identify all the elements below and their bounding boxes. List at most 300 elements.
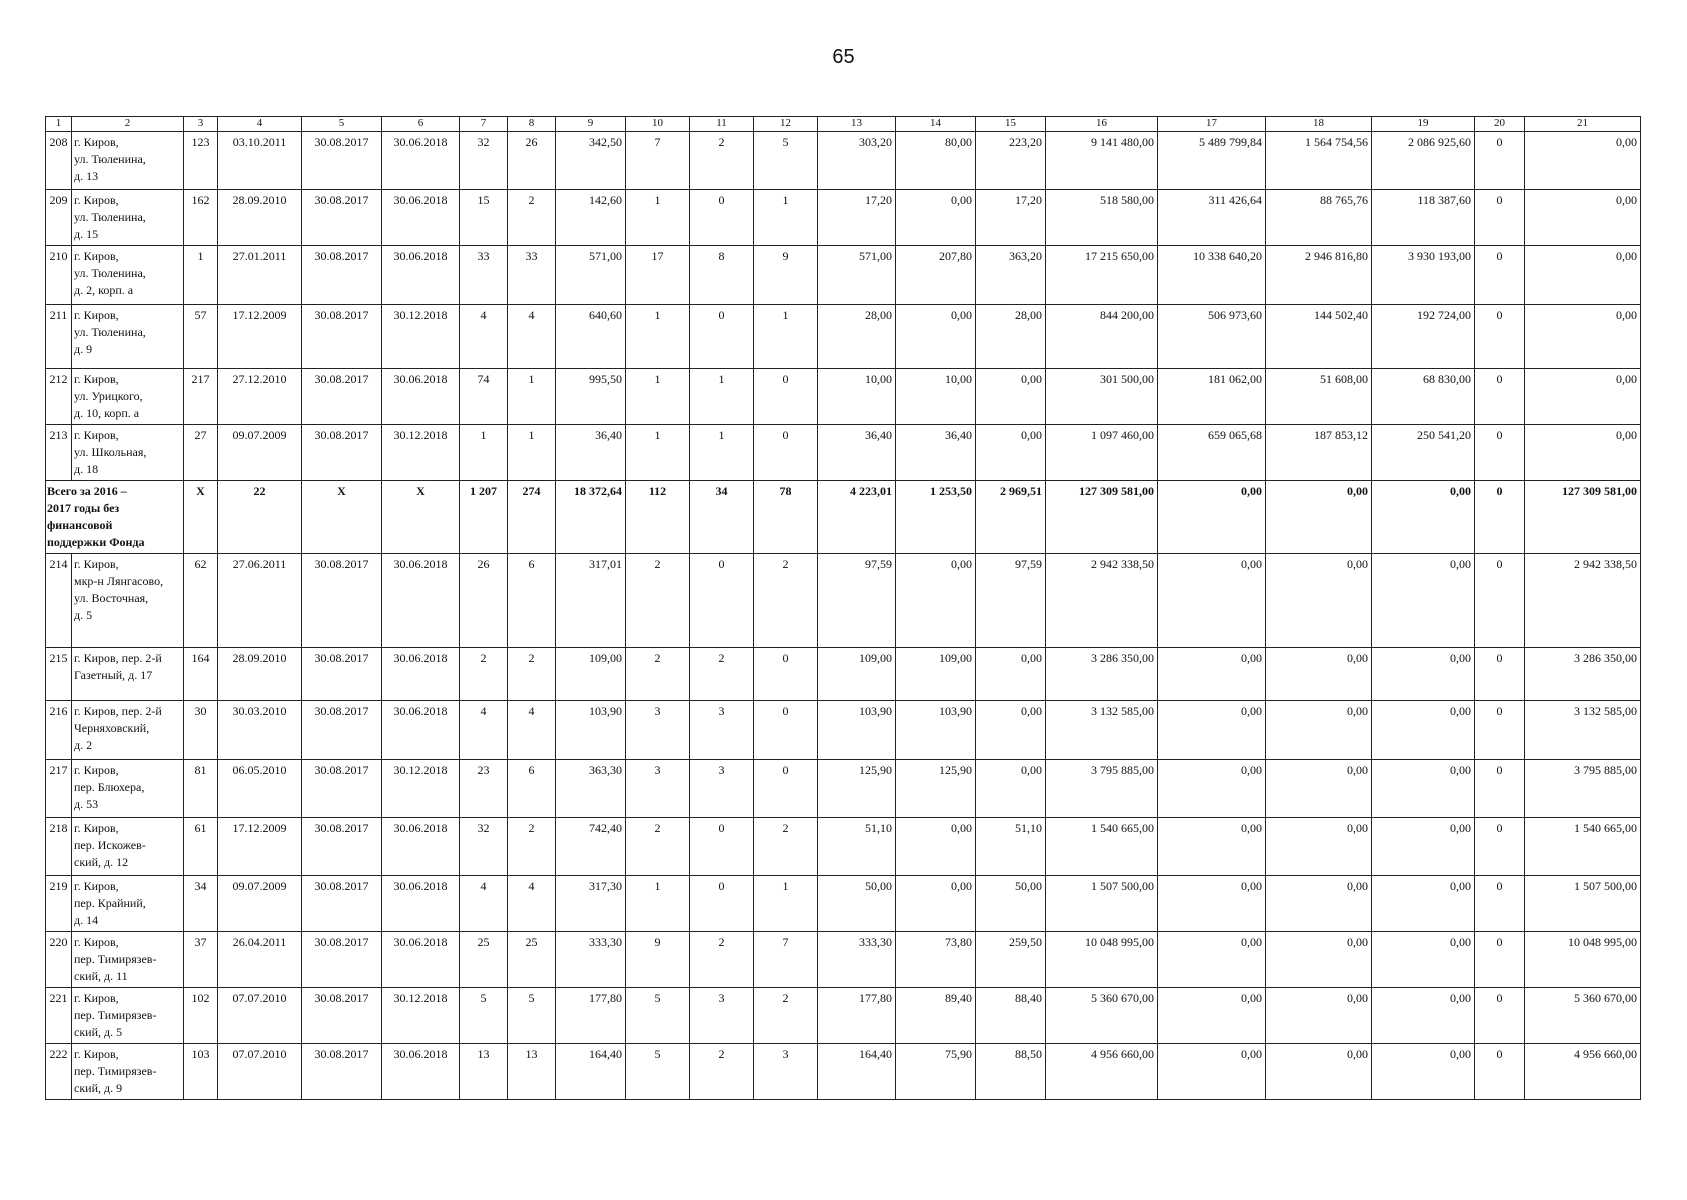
table-cell: 97,59	[976, 554, 1046, 648]
table-cell: 2 942 338,50	[1525, 554, 1641, 648]
table-cell: 3	[626, 760, 690, 818]
table-cell: 50,00	[818, 876, 896, 932]
table-cell: 37	[184, 932, 218, 988]
table-row	[46, 701, 1641, 760]
table-cell: 0	[1475, 760, 1525, 818]
table-cell: 8	[690, 246, 754, 305]
table-cell: 0	[1475, 648, 1525, 701]
total-cell: 112	[626, 481, 690, 554]
table-row	[46, 818, 1641, 876]
total-cell: 4 223,01	[818, 481, 896, 554]
table-cell: 2	[508, 190, 556, 246]
table-cell: 09.07.2009	[218, 876, 302, 932]
table-cell: 4 956 660,00	[1525, 1044, 1641, 1100]
table-cell: 363,30	[556, 760, 626, 818]
table-cell: 30.06.2018	[382, 246, 460, 305]
table-cell: 0,00	[1266, 701, 1372, 760]
table-cell: 4	[508, 876, 556, 932]
table-cell: 3	[690, 701, 754, 760]
table-cell: 0	[1475, 876, 1525, 932]
table-cell: 103,90	[896, 701, 976, 760]
table-cell: 2	[626, 818, 690, 876]
table-cell: 30.06.2018	[382, 132, 460, 190]
table-cell: 4	[508, 305, 556, 369]
table-cell: 2	[626, 648, 690, 701]
table-cell: 23	[460, 760, 508, 818]
table-cell: 88 765,76	[1266, 190, 1372, 246]
table-cell: 33	[508, 246, 556, 305]
column-number-cell: 15	[976, 117, 1046, 132]
address-cell: г. Киров, пер. Крайний, д. 14	[72, 876, 184, 932]
table-cell: 0	[1475, 425, 1525, 481]
row-number-cell: 222	[46, 1044, 72, 1100]
table-cell: 0,00	[976, 760, 1046, 818]
table-cell: 10 048 995,00	[1046, 932, 1158, 988]
table-cell: 0,00	[1372, 818, 1475, 876]
total-label: Всего за 2016 – 2017 годы без финансовой поддержки Фонда	[46, 481, 184, 554]
table-cell: 0,00	[896, 818, 976, 876]
column-number-cell: 1	[46, 117, 72, 132]
table-cell: 17,20	[976, 190, 1046, 246]
address-cell: г. Киров, ул. Урицкого, д. 10, корп. а	[72, 369, 184, 425]
address-cell: г. Киров, пер. Блюхера, д. 53	[72, 760, 184, 818]
table-cell: 30.08.2017	[302, 132, 382, 190]
table-cell: 0,00	[1372, 988, 1475, 1044]
table-cell: 0,00	[1525, 425, 1641, 481]
table-cell: 5	[626, 1044, 690, 1100]
table-cell: 9	[626, 932, 690, 988]
table-cell: 2	[754, 988, 818, 1044]
table-row	[46, 760, 1641, 818]
table-row	[46, 425, 1641, 481]
table-cell: 30.08.2017	[302, 1044, 382, 1100]
table-cell: 3 795 885,00	[1046, 760, 1158, 818]
table-cell: 30.06.2018	[382, 369, 460, 425]
table-cell: 317,30	[556, 876, 626, 932]
table-cell: 27.12.2010	[218, 369, 302, 425]
table-cell: 68 830,00	[1372, 369, 1475, 425]
table-cell: 177,80	[556, 988, 626, 1044]
table-cell: 0,00	[1158, 988, 1266, 1044]
table-cell: 659 065,68	[1158, 425, 1266, 481]
column-number-cell: 13	[818, 117, 896, 132]
address-cell: г. Киров, пер. Тимирязев- ский, д. 9	[72, 1044, 184, 1100]
table-cell: 571,00	[556, 246, 626, 305]
table-cell: 62	[184, 554, 218, 648]
table-cell: 10,00	[818, 369, 896, 425]
table-cell: 0	[1475, 190, 1525, 246]
table-cell: 250 541,20	[1372, 425, 1475, 481]
table-cell: 223,20	[976, 132, 1046, 190]
table-cell: 103	[184, 1044, 218, 1100]
table-cell: 0	[1475, 988, 1525, 1044]
table-cell: 88,40	[976, 988, 1046, 1044]
table-cell: 301 500,00	[1046, 369, 1158, 425]
table-cell: 0	[1475, 818, 1525, 876]
table-cell: 5 489 799,84	[1158, 132, 1266, 190]
table-cell: 0,00	[1525, 246, 1641, 305]
table-cell: 342,50	[556, 132, 626, 190]
row-number-cell: 219	[46, 876, 72, 932]
table-cell: 0,00	[1525, 305, 1641, 369]
table-cell: 333,30	[818, 932, 896, 988]
address-cell: г. Киров, пер. 2-й Черняховский, д. 2	[72, 701, 184, 760]
table-cell: 30.08.2017	[302, 369, 382, 425]
table-cell: 109,00	[896, 648, 976, 701]
table-cell: 2	[690, 1044, 754, 1100]
table-cell: 0	[1475, 554, 1525, 648]
table-cell: 2 946 816,80	[1266, 246, 1372, 305]
table-cell: 36,40	[896, 425, 976, 481]
table-cell: 5	[626, 988, 690, 1044]
table-cell: 2	[508, 818, 556, 876]
table-cell: 125,90	[896, 760, 976, 818]
table-cell: 4	[460, 701, 508, 760]
table-cell: 26.04.2011	[218, 932, 302, 988]
table-cell: 571,00	[818, 246, 896, 305]
table-cell: 177,80	[818, 988, 896, 1044]
table-cell: 26	[508, 132, 556, 190]
total-cell: 0	[1475, 481, 1525, 554]
table-cell: 3	[626, 701, 690, 760]
table-cell: 0,00	[976, 648, 1046, 701]
table-cell: 0,00	[896, 305, 976, 369]
total-cell: 2 969,51	[976, 481, 1046, 554]
table-cell: 30.06.2018	[382, 190, 460, 246]
table-cell: 34	[184, 876, 218, 932]
table-cell: 1	[184, 246, 218, 305]
table-cell: 0,00	[1372, 760, 1475, 818]
table-cell: 506 973,60	[1158, 305, 1266, 369]
table-row	[46, 554, 1641, 648]
table-cell: 3 132 585,00	[1525, 701, 1641, 760]
row-number-cell: 221	[46, 988, 72, 1044]
address-cell: г. Киров, ул. Тюленина, д. 15	[72, 190, 184, 246]
table-cell: 1 507 500,00	[1525, 876, 1641, 932]
table-cell: 30.08.2017	[302, 760, 382, 818]
table-cell: 0	[754, 648, 818, 701]
table-cell: 1	[690, 425, 754, 481]
table-cell: 1	[754, 876, 818, 932]
column-number-cell: 5	[302, 117, 382, 132]
total-cell: Х	[382, 481, 460, 554]
table-cell: 5 360 670,00	[1525, 988, 1641, 1044]
address-cell: г. Киров, пер. Тимирязев- ский, д. 5	[72, 988, 184, 1044]
table-cell: 0,00	[896, 876, 976, 932]
table-cell: 6	[508, 760, 556, 818]
table-cell: 27.06.2011	[218, 554, 302, 648]
table-cell: 125,90	[818, 760, 896, 818]
table-cell: 0,00	[976, 425, 1046, 481]
table-cell: 1	[626, 190, 690, 246]
table-cell: 51,10	[818, 818, 896, 876]
column-number-cell: 7	[460, 117, 508, 132]
table-cell: 30.08.2017	[302, 190, 382, 246]
table-cell: 995,50	[556, 369, 626, 425]
address-cell: г. Киров, ул. Тюленина, д. 2, корп. а	[72, 246, 184, 305]
table-cell: 5	[754, 132, 818, 190]
table-cell: 9	[754, 246, 818, 305]
table-cell: 07.07.2010	[218, 1044, 302, 1100]
table-cell: 51 608,00	[1266, 369, 1372, 425]
table-cell: 17.12.2009	[218, 818, 302, 876]
table-cell: 30.08.2017	[302, 701, 382, 760]
total-cell: Х	[184, 481, 218, 554]
table-cell: 0,00	[1158, 876, 1266, 932]
table-cell: 0	[754, 760, 818, 818]
total-cell: 127 309 581,00	[1525, 481, 1641, 554]
table-cell: 518 580,00	[1046, 190, 1158, 246]
table-cell: 2	[626, 554, 690, 648]
table-cell: 32	[460, 132, 508, 190]
column-number-cell: 8	[508, 117, 556, 132]
table-cell: 3	[690, 988, 754, 1044]
column-number-cell: 3	[184, 117, 218, 132]
table-cell: 30.08.2017	[302, 246, 382, 305]
table-cell: 0,00	[1266, 760, 1372, 818]
table-cell: 4	[460, 876, 508, 932]
table-cell: 3	[690, 760, 754, 818]
table-cell: 0,00	[1372, 701, 1475, 760]
table-cell: 30.03.2010	[218, 701, 302, 760]
table-cell: 742,40	[556, 818, 626, 876]
table-cell: 0	[1475, 1044, 1525, 1100]
total-cell: 78	[754, 481, 818, 554]
total-cell: 127 309 581,00	[1046, 481, 1158, 554]
table-cell: 1 097 460,00	[1046, 425, 1158, 481]
table-cell: 30.06.2018	[382, 932, 460, 988]
table-cell: 311 426,64	[1158, 190, 1266, 246]
table-cell: 26	[460, 554, 508, 648]
table-cell: 259,50	[976, 932, 1046, 988]
table-cell: 28.09.2010	[218, 190, 302, 246]
table-cell: 0,00	[1372, 1044, 1475, 1100]
table-cell: 30.12.2018	[382, 305, 460, 369]
table-cell: 2	[690, 648, 754, 701]
column-number-cell: 17	[1158, 117, 1266, 132]
column-number-cell: 20	[1475, 117, 1525, 132]
table-cell: 30.06.2018	[382, 818, 460, 876]
table-cell: 187 853,12	[1266, 425, 1372, 481]
table-cell: 162	[184, 190, 218, 246]
table-cell: 0,00	[896, 190, 976, 246]
table-cell: 30.06.2018	[382, 554, 460, 648]
total-cell: 1 207	[460, 481, 508, 554]
table-cell: 142,60	[556, 190, 626, 246]
column-number-cell: 11	[690, 117, 754, 132]
table-cell: 0,00	[1372, 876, 1475, 932]
row-number-cell: 211	[46, 305, 72, 369]
table-row	[46, 132, 1641, 190]
table-cell: 0,00	[1266, 818, 1372, 876]
table-cell: 30.08.2017	[302, 554, 382, 648]
table-cell: 89,40	[896, 988, 976, 1044]
table-cell: 3	[754, 1044, 818, 1100]
table-cell: 1	[460, 425, 508, 481]
total-cell: 18 372,64	[556, 481, 626, 554]
table-cell: 0,00	[976, 369, 1046, 425]
column-number-cell: 12	[754, 117, 818, 132]
table-cell: 0,00	[1158, 818, 1266, 876]
total-cell: 0,00	[1372, 481, 1475, 554]
table-cell: 06.05.2010	[218, 760, 302, 818]
table-cell: 80,00	[896, 132, 976, 190]
table-cell: 0	[690, 190, 754, 246]
table-cell: 03.10.2011	[218, 132, 302, 190]
table-cell: 1 507 500,00	[1046, 876, 1158, 932]
table-cell: 640,60	[556, 305, 626, 369]
column-number-cell: 9	[556, 117, 626, 132]
table-cell: 13	[460, 1044, 508, 1100]
table-cell: 2 086 925,60	[1372, 132, 1475, 190]
table-cell: 144 502,40	[1266, 305, 1372, 369]
table-cell: 0	[754, 701, 818, 760]
table-cell: 2 942 338,50	[1046, 554, 1158, 648]
table-cell: 0	[1475, 701, 1525, 760]
table-cell: 303,20	[818, 132, 896, 190]
table-row	[46, 246, 1641, 305]
table-cell: 0,00	[1266, 932, 1372, 988]
table-cell: 73,80	[896, 932, 976, 988]
table-cell: 0	[690, 818, 754, 876]
column-number-cell: 4	[218, 117, 302, 132]
table-cell: 0	[1475, 305, 1525, 369]
table-cell: 0,00	[1525, 369, 1641, 425]
table-cell: 109,00	[556, 648, 626, 701]
table-cell: 97,59	[818, 554, 896, 648]
table-cell: 333,30	[556, 932, 626, 988]
register-body	[46, 117, 1641, 1100]
table-cell: 0,00	[1525, 132, 1641, 190]
table-cell: 10 048 995,00	[1525, 932, 1641, 988]
table-cell: 3 132 585,00	[1046, 701, 1158, 760]
column-number-cell: 10	[626, 117, 690, 132]
column-number-cell: 21	[1525, 117, 1641, 132]
table-cell: 3 795 885,00	[1525, 760, 1641, 818]
row-number-cell: 213	[46, 425, 72, 481]
total-cell: 22	[218, 481, 302, 554]
table-cell: 164	[184, 648, 218, 701]
table-row	[46, 369, 1641, 425]
table-row	[46, 988, 1641, 1044]
table-cell: 30.08.2017	[302, 305, 382, 369]
table-cell: 1	[508, 369, 556, 425]
table-cell: 61	[184, 818, 218, 876]
table-cell: 0,00	[1372, 554, 1475, 648]
table-cell: 1 540 665,00	[1525, 818, 1641, 876]
table-cell: 30.08.2017	[302, 425, 382, 481]
total-cell: 274	[508, 481, 556, 554]
address-cell: г. Киров, ул. Тюленина, д. 13	[72, 132, 184, 190]
table-cell: 2	[508, 648, 556, 701]
table-row	[46, 648, 1641, 701]
table-cell: 28,00	[818, 305, 896, 369]
address-cell: г. Киров, мкр-н Лянгасово, ул. Восточная, д. 5	[72, 554, 184, 648]
table-cell: 30.08.2017	[302, 876, 382, 932]
table-cell: 0,00	[1266, 988, 1372, 1044]
row-number-cell: 216	[46, 701, 72, 760]
table-cell: 9 141 480,00	[1046, 132, 1158, 190]
column-number-cell: 2	[72, 117, 184, 132]
table-cell: 1	[626, 876, 690, 932]
table-cell: 3 286 350,00	[1046, 648, 1158, 701]
table-cell: 192 724,00	[1372, 305, 1475, 369]
table-cell: 109,00	[818, 648, 896, 701]
table-row	[46, 932, 1641, 988]
total-cell: Х	[302, 481, 382, 554]
table-cell: 0,00	[1158, 932, 1266, 988]
row-number-cell: 214	[46, 554, 72, 648]
table-cell: 1	[690, 369, 754, 425]
address-cell: г. Киров, пер. 2-й Газетный, д. 17	[72, 648, 184, 701]
column-number-cell: 18	[1266, 117, 1372, 132]
table-cell: 0,00	[1158, 1044, 1266, 1100]
table-cell: 32	[460, 818, 508, 876]
table-cell: 7	[754, 932, 818, 988]
table-cell: 103,90	[556, 701, 626, 760]
table-row	[46, 190, 1641, 246]
table-cell: 0,00	[1266, 876, 1372, 932]
table-cell: 0	[690, 554, 754, 648]
column-number-row	[46, 117, 1641, 132]
table-cell: 4	[460, 305, 508, 369]
table-cell: 0	[1475, 132, 1525, 190]
row-number-cell: 217	[46, 760, 72, 818]
table-cell: 30.08.2017	[302, 932, 382, 988]
table-cell: 0,00	[1372, 932, 1475, 988]
table-cell: 57	[184, 305, 218, 369]
table-cell: 3 286 350,00	[1525, 648, 1641, 701]
table-row	[46, 1044, 1641, 1100]
table-cell: 30.12.2018	[382, 760, 460, 818]
table-cell: 181 062,00	[1158, 369, 1266, 425]
table-cell: 74	[460, 369, 508, 425]
table-cell: 0,00	[976, 701, 1046, 760]
table-cell: 30	[184, 701, 218, 760]
row-number-cell: 218	[46, 818, 72, 876]
table-cell: 103,90	[818, 701, 896, 760]
table-cell: 1	[508, 425, 556, 481]
table-cell: 1	[626, 369, 690, 425]
row-number-cell: 212	[46, 369, 72, 425]
table-cell: 2	[754, 554, 818, 648]
table-cell: 4 956 660,00	[1046, 1044, 1158, 1100]
table-cell: 0,00	[1158, 554, 1266, 648]
address-cell: г. Киров, пер. Искожев- ский, д. 12	[72, 818, 184, 876]
column-number-cell: 6	[382, 117, 460, 132]
table-cell: 10 338 640,20	[1158, 246, 1266, 305]
table-cell: 30.08.2017	[302, 818, 382, 876]
table-cell: 13	[508, 1044, 556, 1100]
table-cell: 0,00	[1158, 701, 1266, 760]
table-cell: 844 200,00	[1046, 305, 1158, 369]
table-cell: 317,01	[556, 554, 626, 648]
table-cell: 0	[690, 876, 754, 932]
table-cell: 217	[184, 369, 218, 425]
table-cell: 28.09.2010	[218, 648, 302, 701]
row-number-cell: 220	[46, 932, 72, 988]
table-cell: 27	[184, 425, 218, 481]
column-number-cell: 14	[896, 117, 976, 132]
table-cell: 164,40	[556, 1044, 626, 1100]
table-cell: 33	[460, 246, 508, 305]
table-cell: 1	[754, 305, 818, 369]
table-cell: 30.08.2017	[302, 988, 382, 1044]
table-cell: 07.07.2010	[218, 988, 302, 1044]
table-cell: 164,40	[818, 1044, 896, 1100]
address-cell: г. Киров, ул. Школьная, д. 18	[72, 425, 184, 481]
table-cell: 51,10	[976, 818, 1046, 876]
